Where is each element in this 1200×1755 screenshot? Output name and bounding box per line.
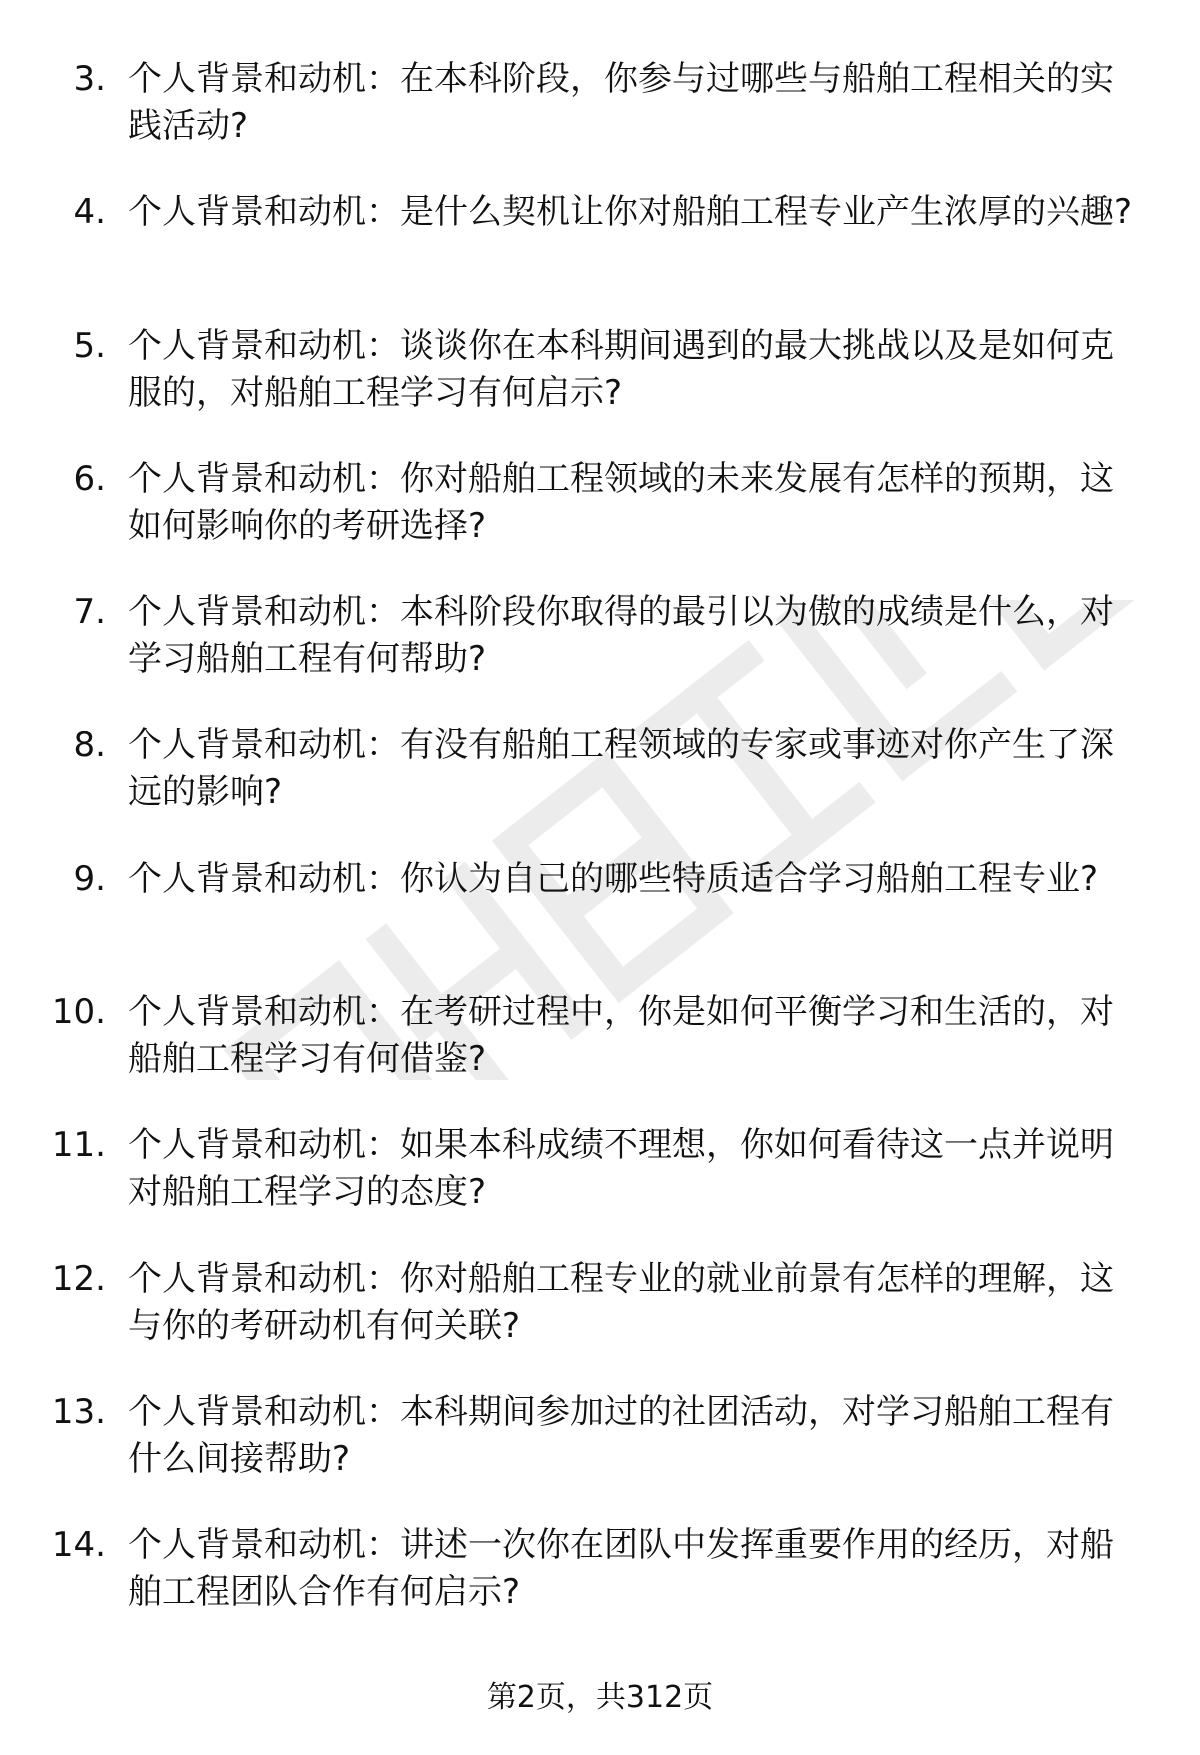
list-item bbox=[0, 1522, 1200, 1655]
list-item bbox=[0, 456, 1200, 589]
list-item bbox=[0, 1256, 1200, 1389]
question-number: 6. bbox=[73, 458, 106, 499]
question-text: 个人背景和动机：在本科阶段，你参与过哪些与船舶工程相关的实践活动? bbox=[128, 59, 1114, 146]
question-list bbox=[0, 56, 1200, 1656]
question-text: 个人背景和动机：是什么契机让你对船舶工程专业产生浓厚的兴趣? bbox=[128, 192, 1133, 233]
question-number: 4. bbox=[73, 192, 106, 233]
question-text: 个人背景和动机：在考研过程中，你是如何平衡学习和生活的，对船舶工程学习有何借鉴? bbox=[128, 992, 1114, 1080]
list-item bbox=[0, 1122, 1200, 1255]
list-item bbox=[0, 56, 1200, 189]
list-item bbox=[0, 189, 1200, 322]
question-text: 个人背景和动机：你对船舶工程领域的未来发展有怎样的预期，这如何影响你的考研选择? bbox=[128, 458, 1114, 546]
question-number: 10. bbox=[51, 992, 106, 1033]
question-text: 个人背景和动机：有没有船舶工程领域的专家或事迹对你产生了深远的影响? bbox=[128, 725, 1114, 813]
question-number: 13. bbox=[51, 1391, 106, 1432]
question-number: 14. bbox=[51, 1525, 106, 1566]
question-number: 12. bbox=[51, 1258, 106, 1299]
question-text: 个人背景和动机：谈谈你在本科期间遇到的最大挑战以及是如何克服的，对船舶工程学习有何启示? bbox=[128, 325, 1114, 413]
question-text: 个人背景和动机：本科期间参加过的社团活动，对学习船舶工程有什么间接帮助? bbox=[128, 1391, 1114, 1479]
list-item bbox=[0, 589, 1200, 722]
question-number: 8. bbox=[73, 725, 106, 766]
list-item bbox=[0, 989, 1200, 1122]
page-number: 第2页，共312页 bbox=[486, 1680, 714, 1715]
question-text: 个人背景和动机：你对船舶工程专业的就业前景有怎样的理解，这与你的考研动机有何关联? bbox=[128, 1258, 1114, 1346]
list-item bbox=[0, 722, 1200, 855]
question-number: 5. bbox=[73, 325, 106, 366]
question-number: 9. bbox=[73, 858, 106, 899]
list-item bbox=[0, 856, 1200, 989]
question-text: 个人背景和动机：如果本科成绩不理想，你如何看待这一点并说明对船舶工程学习的态度? bbox=[128, 1125, 1114, 1213]
question-text: 个人背景和动机：讲述一次你在团队中发挥重要作用的经历，对船舶工程团队合作有何启示? bbox=[128, 1525, 1114, 1613]
list-item bbox=[0, 1389, 1200, 1522]
question-number: 3. bbox=[73, 59, 106, 99]
question-text: 个人背景和动机：你认为自己的哪些特质适合学习船舶工程专业? bbox=[128, 858, 1099, 899]
question-text: 个人背景和动机：本科阶段你取得的最引以为傲的成绩是什么，对学习船舶工程有何帮助? bbox=[128, 592, 1114, 680]
list-item bbox=[0, 323, 1200, 456]
question-number: 11. bbox=[51, 1125, 106, 1166]
question-number: 7. bbox=[73, 592, 106, 633]
